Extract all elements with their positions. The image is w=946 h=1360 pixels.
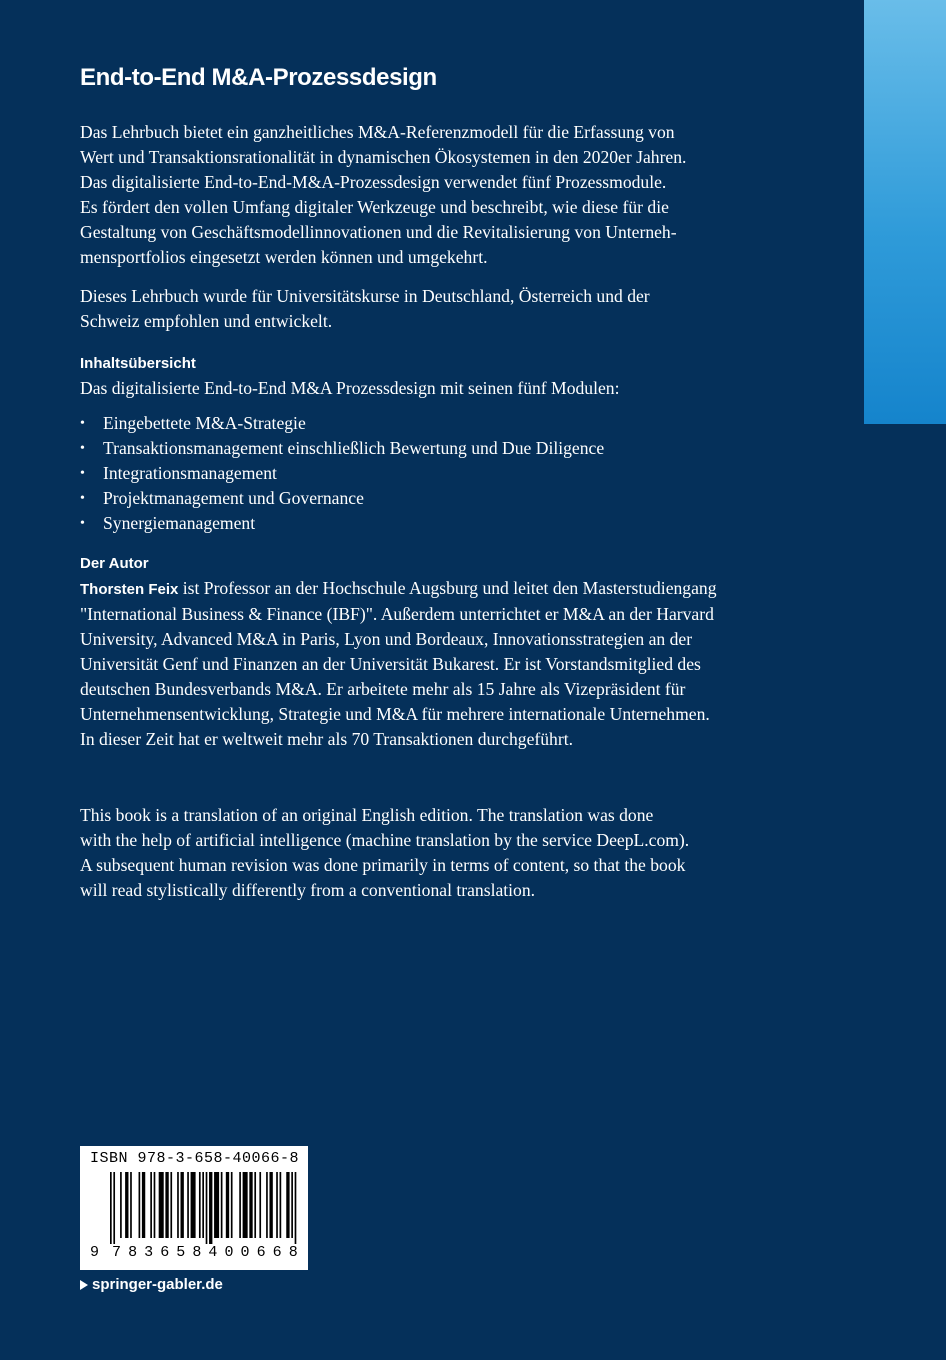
barcode-digit: 8	[128, 1244, 138, 1261]
author-name: Thorsten Feix	[80, 581, 179, 598]
barcode-bar	[259, 1172, 261, 1238]
barcode-digit: 6	[272, 1244, 282, 1261]
barcode-bar	[239, 1172, 241, 1238]
barcode-bar	[295, 1172, 297, 1244]
barcode-bar	[249, 1172, 252, 1238]
barcode-bar	[177, 1172, 179, 1238]
recommendation-paragraph: Dieses Lehrbuch wurde für Universitätskurse in Deutschland, Österreich und der Schweiz empfohlen und entwickelt.	[80, 286, 650, 331]
barcode-digit: 0	[240, 1244, 250, 1261]
barcode-bar	[165, 1172, 168, 1238]
barcode-bar	[154, 1172, 156, 1238]
barcode-bar	[214, 1172, 219, 1238]
barcode-digit: 8	[192, 1244, 202, 1261]
modules-list	[80, 411, 770, 536]
barcode-bar	[142, 1172, 145, 1238]
barcode-bar	[113, 1172, 115, 1244]
barcode-bar	[206, 1172, 208, 1244]
barcode-digit: 7	[112, 1244, 122, 1261]
barcode-bar	[110, 1172, 112, 1244]
barcode-bar	[266, 1172, 268, 1238]
barcode-bar	[199, 1172, 201, 1238]
barcode-bar	[209, 1172, 212, 1244]
book-title: End-to-End M&A-Prozessdesign	[80, 64, 437, 91]
contents-heading: Inhaltsübersicht	[80, 355, 196, 372]
barcode-bar	[291, 1172, 293, 1238]
barcode-bar	[276, 1172, 278, 1238]
translation-note: This book is a translation of an original English edition. The translation was done with the help of artificial intelligence (machine translation by the service DeepL.com). A subsequent human revision was done primarily in terms of content, so that the book will read stylistically differently from a conventional translation.	[80, 805, 690, 900]
barcode-icon	[110, 1172, 298, 1244]
arrow-right-icon	[80, 1280, 88, 1290]
barcode-bar	[130, 1172, 132, 1238]
barcode-bar	[243, 1172, 248, 1238]
barcode-digit: 4	[208, 1244, 218, 1261]
barcode-digit: 0	[224, 1244, 234, 1261]
barcode-bar	[120, 1172, 122, 1238]
barcode-digit: 6	[256, 1244, 266, 1261]
barcode-bar	[202, 1172, 204, 1238]
barcode-bar	[221, 1172, 223, 1238]
barcode-digit: 6	[160, 1244, 170, 1261]
barcode-bar	[187, 1172, 189, 1238]
barcode-bar	[170, 1172, 172, 1238]
barcode-bar	[125, 1172, 128, 1238]
barcode-bar	[280, 1172, 282, 1238]
author-heading: Der Autor	[80, 555, 149, 572]
list-item: • Eingebettete M&A-Strategie	[80, 413, 306, 433]
barcode-bar	[159, 1172, 164, 1238]
barcode-bar	[191, 1172, 196, 1238]
barcode-bar	[286, 1172, 289, 1238]
barcode-bar	[226, 1172, 229, 1238]
barcode-bar	[254, 1172, 256, 1238]
barcode-bar	[231, 1172, 233, 1238]
intro-paragraph: Das Lehrbuch bietet ein ganzheitliches M&A-Referenzmodell für die Erfassung von Wert und Transaktionsrationalität in dynamischen Ökosystemen in den 2020er Jahren. Das digitalisierte End-to-End-M&A-Prozessdesign verwendet fünf Prozessmodule. Es fördert den vollen Umfang digitaler Werkzeuge und beschreibt, wie diese für die Gestaltung von Geschäftsmodellinnovationen und die Revitalisierung von Unterneh- mensportfolios eingesetzt werden können und umgekehrt.	[80, 122, 687, 267]
barcode-bar	[150, 1172, 152, 1238]
isbn-label: ISBN 978-3-658-40066-8	[90, 1150, 300, 1167]
barcode-bar	[139, 1172, 141, 1238]
barcode-bar	[269, 1172, 272, 1238]
list-item: • Transaktionsmanagement einschließlich Bewertung und Due Diligence	[80, 438, 605, 458]
contents-lead: Das digitalisierte End-to-End M&A Prozessdesign mit seinen fünf Modulen:	[80, 378, 620, 398]
list-item: • Projektmanagement und Governance	[80, 488, 364, 508]
isbn-barcode-box: ISBN 978-3-658-40066-8 9 7 8 3 6 5 8 4 0 0 6 6 8	[80, 1146, 308, 1270]
barcode-digit: 3	[144, 1244, 154, 1261]
accent-color-bar	[864, 0, 946, 424]
barcode-bar	[181, 1172, 184, 1238]
author-paragraph: Thorsten Feix ist Professor an der Hochschule Augsburg und leitet den Masterstudiengang "International Business & Finance (IBF)". Außerdem unterrichtet er M&A an der Harvard University, Advanced M&A in Paris, Lyon und Bordeaux, Innovationsstrategien an der Universität Genf und Finanzen an der Universität Bukarest. Er ist Vorstandsmitglied des deutschen Bundesverbands M&A. Er arbeitete mehr als 15 Jahre als Vizepräsident für Unternehmensentwicklung, Strategie und M&A für mehrere internationale Unternehmen. In dieser Zeit hat er weltweit mehr als 70 Transaktionen durchgeführt.	[80, 578, 717, 749]
list-item: • Synergiemanagement	[80, 513, 256, 533]
barcode-digit: 8	[288, 1244, 298, 1261]
list-item: • Integrationsmanagement	[80, 463, 277, 483]
website-link[interactable]: springer-gabler.de	[80, 1276, 223, 1293]
back-cover-text	[80, 58, 770, 903]
barcode-digit: 5	[176, 1244, 186, 1261]
